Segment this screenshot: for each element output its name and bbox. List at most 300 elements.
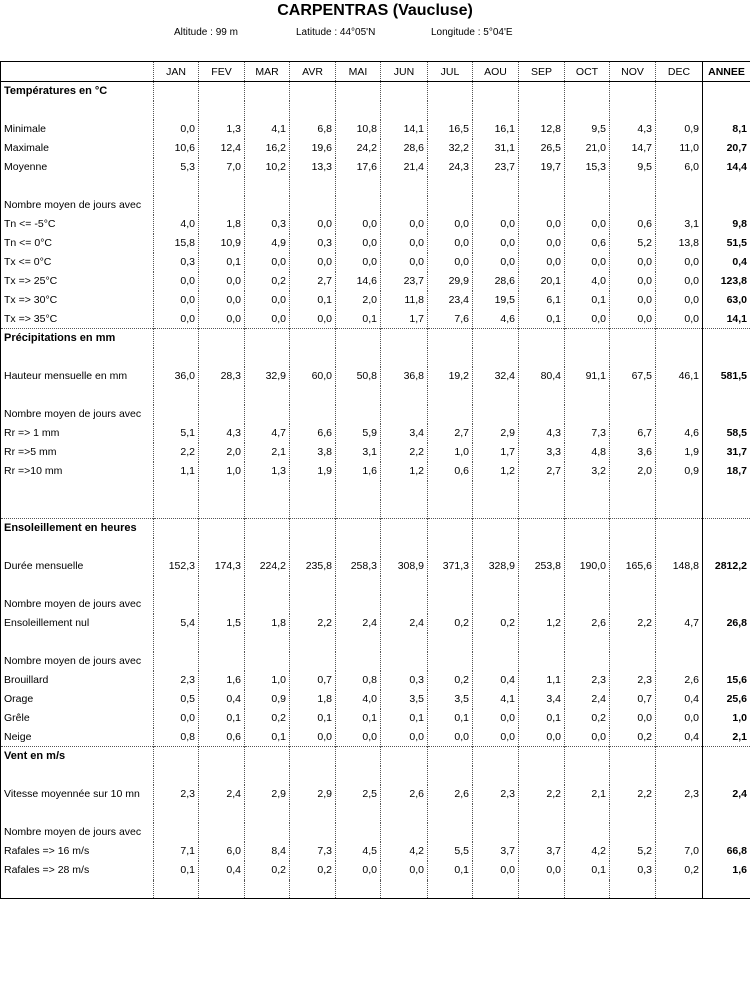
month-value <box>245 652 290 671</box>
row-label: Rafales => 28 m/s <box>1 861 154 880</box>
month-value: 32,9 <box>245 367 290 386</box>
month-value: 0,0 <box>473 861 519 880</box>
month-value <box>565 348 610 367</box>
month-value: 0,0 <box>519 234 565 253</box>
month-value: 0,0 <box>565 253 610 272</box>
table-row <box>1 386 750 405</box>
month-value: 0,3 <box>381 671 428 690</box>
month-value: 0,6 <box>428 462 473 481</box>
month-value: 0,7 <box>290 671 336 690</box>
month-value <box>656 633 703 652</box>
month-value <box>519 576 565 595</box>
month-value: 0,0 <box>290 728 336 747</box>
month-value: 1,8 <box>245 614 290 633</box>
month-value <box>336 481 381 500</box>
month-value: 0,0 <box>473 234 519 253</box>
month-value <box>199 481 245 500</box>
month-value: 15,3 <box>565 158 610 177</box>
annual-value <box>703 766 750 785</box>
column-header-mai: MAI <box>336 62 381 82</box>
month-value: 3,5 <box>428 690 473 709</box>
row-label <box>1 633 154 652</box>
month-value <box>154 880 199 899</box>
month-value: 0,0 <box>473 253 519 272</box>
month-value <box>656 595 703 614</box>
month-value: 0,1 <box>199 253 245 272</box>
month-value <box>519 386 565 405</box>
empty-cell <box>610 329 656 348</box>
month-value: 2,0 <box>610 462 656 481</box>
month-value: 0,1 <box>336 709 381 728</box>
month-value <box>199 196 245 215</box>
month-value: 2,9 <box>473 424 519 443</box>
empty-cell <box>610 519 656 538</box>
month-value: 0,2 <box>473 614 519 633</box>
month-value: 0,1 <box>428 709 473 728</box>
month-value: 11,8 <box>381 291 428 310</box>
month-value: 0,0 <box>381 861 428 880</box>
annual-value: 8,1 <box>703 120 750 139</box>
month-value: 2,1 <box>565 785 610 804</box>
annual-value <box>703 595 750 614</box>
table-row <box>1 633 750 652</box>
month-value: 0,0 <box>245 291 290 310</box>
column-header-nov: NOV <box>610 62 656 82</box>
month-value <box>336 576 381 595</box>
month-value: 4,3 <box>519 424 565 443</box>
month-value: 13,3 <box>290 158 336 177</box>
month-value: 0,2 <box>428 671 473 690</box>
month-value <box>336 823 381 842</box>
month-value <box>473 177 519 196</box>
month-value: 0,7 <box>610 690 656 709</box>
month-value <box>428 880 473 899</box>
annual-value: 58,5 <box>703 424 750 443</box>
month-value: 4,7 <box>656 614 703 633</box>
month-value: 28,6 <box>473 272 519 291</box>
annual-value: 51,5 <box>703 234 750 253</box>
month-value: 0,1 <box>519 709 565 728</box>
month-value: 0,0 <box>565 310 610 329</box>
section-title: Ensoleillement en heures <box>1 519 154 538</box>
month-value: 0,0 <box>290 215 336 234</box>
month-value <box>610 538 656 557</box>
month-value <box>381 766 428 785</box>
altitude-label: Altitude : 99 m <box>174 27 238 38</box>
month-value: 1,2 <box>473 462 519 481</box>
row-label <box>1 177 154 196</box>
annual-value: 9,8 <box>703 215 750 234</box>
month-value: 2,6 <box>565 614 610 633</box>
month-value: 0,2 <box>610 728 656 747</box>
month-value <box>199 101 245 120</box>
table-row <box>1 690 750 709</box>
month-value: 0,0 <box>199 272 245 291</box>
empty-cell <box>154 82 199 101</box>
month-value: 4,8 <box>565 443 610 462</box>
month-value <box>381 880 428 899</box>
month-value <box>519 652 565 671</box>
month-value: 19,6 <box>290 139 336 158</box>
month-value <box>610 500 656 519</box>
month-value <box>519 595 565 614</box>
month-value: 0,0 <box>610 709 656 728</box>
month-value <box>290 880 336 899</box>
month-value: 1,6 <box>199 671 245 690</box>
annual-value <box>703 633 750 652</box>
month-value <box>154 595 199 614</box>
month-value <box>565 500 610 519</box>
empty-cell <box>473 519 519 538</box>
column-header-oct: OCT <box>565 62 610 82</box>
table-row <box>1 595 750 614</box>
table-row <box>1 652 750 671</box>
annual-value: 26,8 <box>703 614 750 633</box>
empty-cell <box>336 82 381 101</box>
month-value: 0,0 <box>381 728 428 747</box>
month-value: 0,0 <box>245 253 290 272</box>
empty-cell <box>656 519 703 538</box>
month-value <box>519 538 565 557</box>
table-row <box>1 614 750 633</box>
month-value: 0,1 <box>245 728 290 747</box>
empty-cell <box>610 82 656 101</box>
table-row <box>1 823 750 842</box>
month-value: 28,6 <box>381 139 428 158</box>
month-value <box>290 386 336 405</box>
table-row <box>1 785 750 804</box>
annual-value <box>703 652 750 671</box>
month-value <box>154 823 199 842</box>
month-value: 4,3 <box>199 424 245 443</box>
month-value <box>428 576 473 595</box>
month-value <box>199 595 245 614</box>
month-value <box>565 177 610 196</box>
month-value <box>610 766 656 785</box>
empty-cell <box>428 519 473 538</box>
column-header-mar: MAR <box>245 62 290 82</box>
month-value <box>656 652 703 671</box>
month-value <box>656 101 703 120</box>
month-value <box>473 538 519 557</box>
month-value <box>565 386 610 405</box>
empty-cell <box>199 747 245 766</box>
month-value: 0,0 <box>154 120 199 139</box>
month-value <box>245 196 290 215</box>
month-value: 2,3 <box>656 785 703 804</box>
month-value <box>336 633 381 652</box>
month-value <box>336 405 381 424</box>
month-value: 2,0 <box>336 291 381 310</box>
month-value <box>565 880 610 899</box>
month-value: 1,5 <box>199 614 245 633</box>
month-value: 5,3 <box>154 158 199 177</box>
month-value: 0,1 <box>290 291 336 310</box>
month-value: 1,3 <box>245 462 290 481</box>
month-value <box>473 880 519 899</box>
table-row <box>1 348 750 367</box>
month-value: 2,2 <box>610 614 656 633</box>
month-value: 7,3 <box>290 842 336 861</box>
month-value: 23,7 <box>381 272 428 291</box>
empty-cell <box>519 519 565 538</box>
month-value: 0,0 <box>290 310 336 329</box>
month-value: 4,6 <box>656 424 703 443</box>
month-value: 31,1 <box>473 139 519 158</box>
month-value: 0,2 <box>245 709 290 728</box>
month-value <box>610 804 656 823</box>
month-value <box>565 196 610 215</box>
month-value <box>610 101 656 120</box>
month-value: 258,3 <box>336 557 381 576</box>
empty-cell <box>381 329 428 348</box>
month-value: 0,1 <box>336 310 381 329</box>
month-value <box>245 823 290 842</box>
month-value <box>473 500 519 519</box>
month-value: 14,7 <box>610 139 656 158</box>
month-value: 4,1 <box>245 120 290 139</box>
row-label <box>1 481 154 500</box>
month-value: 3,7 <box>473 842 519 861</box>
month-value <box>656 481 703 500</box>
row-label: Brouillard <box>1 671 154 690</box>
month-value <box>381 538 428 557</box>
empty-cell <box>473 747 519 766</box>
row-label: Tx => 35°C <box>1 310 154 329</box>
month-value <box>199 880 245 899</box>
month-value: 0,2 <box>245 272 290 291</box>
table-row <box>1 405 750 424</box>
column-header-annee: ANNEE <box>703 62 750 82</box>
month-value <box>656 348 703 367</box>
month-value <box>428 386 473 405</box>
month-value <box>154 652 199 671</box>
month-value <box>290 101 336 120</box>
month-value: 8,4 <box>245 842 290 861</box>
month-value: 2,4 <box>381 614 428 633</box>
month-value: 20,1 <box>519 272 565 291</box>
column-header-jan: JAN <box>154 62 199 82</box>
month-value: 2,7 <box>428 424 473 443</box>
month-value <box>381 481 428 500</box>
month-value: 1,8 <box>290 690 336 709</box>
month-value: 308,9 <box>381 557 428 576</box>
month-value <box>610 405 656 424</box>
empty-cell <box>473 82 519 101</box>
month-value: 23,7 <box>473 158 519 177</box>
month-value <box>154 576 199 595</box>
month-value: 0,0 <box>656 253 703 272</box>
month-value: 3,2 <box>565 462 610 481</box>
month-value <box>656 766 703 785</box>
month-value <box>473 101 519 120</box>
month-value: 5,1 <box>154 424 199 443</box>
row-label: Tx <= 0°C <box>1 253 154 272</box>
month-value: 1,9 <box>656 443 703 462</box>
month-value <box>519 633 565 652</box>
month-value <box>381 500 428 519</box>
month-value <box>656 386 703 405</box>
month-value <box>245 500 290 519</box>
month-value <box>473 823 519 842</box>
month-value: 10,2 <box>245 158 290 177</box>
month-value: 0,0 <box>473 215 519 234</box>
header-label-cell <box>1 62 154 82</box>
month-value: 3,4 <box>381 424 428 443</box>
table-row <box>1 709 750 728</box>
section-title-row <box>1 747 750 766</box>
month-value <box>473 804 519 823</box>
month-value <box>428 538 473 557</box>
month-value <box>428 804 473 823</box>
month-value: 2,9 <box>290 785 336 804</box>
page-title: CARPENTRAS (Vaucluse) <box>277 2 473 19</box>
month-value: 24,2 <box>336 139 381 158</box>
empty-cell <box>245 82 290 101</box>
month-value: 2,4 <box>199 785 245 804</box>
month-value <box>290 633 336 652</box>
month-value: 0,0 <box>154 310 199 329</box>
column-header-aou: AOU <box>473 62 519 82</box>
row-label: Hauteur mensuelle en mm <box>1 367 154 386</box>
month-value <box>610 196 656 215</box>
month-value: 0,2 <box>428 614 473 633</box>
empty-cell <box>290 519 336 538</box>
annual-value <box>703 101 750 120</box>
month-value <box>336 348 381 367</box>
month-value <box>199 348 245 367</box>
month-value: 5,5 <box>428 842 473 861</box>
month-value <box>656 500 703 519</box>
section-title: Températures en °C <box>1 82 154 101</box>
column-header-avr: AVR <box>290 62 336 82</box>
row-label: Tn <= -5°C <box>1 215 154 234</box>
month-value: 1,1 <box>154 462 199 481</box>
month-value <box>381 652 428 671</box>
month-value: 0,0 <box>381 234 428 253</box>
annual-value <box>703 196 750 215</box>
annual-value <box>703 481 750 500</box>
row-label: Minimale <box>1 120 154 139</box>
month-value: 4,5 <box>336 842 381 861</box>
table-row <box>1 253 750 272</box>
month-value <box>519 880 565 899</box>
month-value <box>245 576 290 595</box>
annual-value <box>703 177 750 196</box>
table-row <box>1 120 750 139</box>
empty-cell <box>381 747 428 766</box>
row-label <box>1 386 154 405</box>
month-value <box>428 348 473 367</box>
month-value <box>290 766 336 785</box>
month-value <box>473 386 519 405</box>
month-value <box>245 177 290 196</box>
month-value <box>154 500 199 519</box>
month-value: 0,4 <box>656 728 703 747</box>
month-value: 4,9 <box>245 234 290 253</box>
month-value <box>336 804 381 823</box>
row-label: Nombre moyen de jours avec <box>1 405 154 424</box>
month-value <box>473 576 519 595</box>
month-value <box>428 595 473 614</box>
row-label <box>1 766 154 785</box>
table-row <box>1 291 750 310</box>
row-label: Rr => 1 mm <box>1 424 154 443</box>
row-label: Vitesse moyennée sur 10 mn <box>1 785 154 804</box>
month-value <box>154 538 199 557</box>
month-value <box>336 538 381 557</box>
table-row <box>1 880 750 899</box>
month-value: 3,1 <box>656 215 703 234</box>
table-row <box>1 158 750 177</box>
month-value: 0,0 <box>290 253 336 272</box>
month-value <box>290 177 336 196</box>
month-value <box>336 880 381 899</box>
month-value: 21,4 <box>381 158 428 177</box>
month-value: 0,8 <box>336 671 381 690</box>
month-value: 0,1 <box>199 709 245 728</box>
row-label: Nombre moyen de jours avec <box>1 823 154 842</box>
month-value: 91,1 <box>565 367 610 386</box>
month-value <box>428 405 473 424</box>
month-value: 19,7 <box>519 158 565 177</box>
table-row <box>1 557 750 576</box>
month-value <box>610 576 656 595</box>
empty-cell <box>154 519 199 538</box>
month-value: 0,6 <box>199 728 245 747</box>
month-value <box>290 652 336 671</box>
empty-cell <box>381 519 428 538</box>
month-value: 17,6 <box>336 158 381 177</box>
month-value: 0,0 <box>473 728 519 747</box>
month-value: 2,3 <box>565 671 610 690</box>
month-value: 0,0 <box>336 234 381 253</box>
month-value <box>610 633 656 652</box>
month-value <box>565 538 610 557</box>
row-label: Tx => 25°C <box>1 272 154 291</box>
month-value <box>154 177 199 196</box>
row-label <box>1 348 154 367</box>
annual-value: 123,8 <box>703 272 750 291</box>
table-row <box>1 196 750 215</box>
month-value: 4,6 <box>473 310 519 329</box>
empty-cell <box>336 329 381 348</box>
row-label <box>1 804 154 823</box>
month-value <box>610 177 656 196</box>
month-value <box>428 652 473 671</box>
month-value: 0,1 <box>565 291 610 310</box>
month-value: 0,2 <box>565 709 610 728</box>
month-value: 32,2 <box>428 139 473 158</box>
month-value <box>473 766 519 785</box>
month-value <box>473 633 519 652</box>
month-value: 46,1 <box>656 367 703 386</box>
month-value: 0,1 <box>381 709 428 728</box>
month-value: 6,1 <box>519 291 565 310</box>
month-value: 0,0 <box>336 215 381 234</box>
month-value <box>199 538 245 557</box>
month-value: 23,4 <box>428 291 473 310</box>
month-value: 3,6 <box>610 443 656 462</box>
month-value <box>428 823 473 842</box>
month-value: 148,8 <box>656 557 703 576</box>
row-label: Rafales => 16 m/s <box>1 842 154 861</box>
month-value <box>519 196 565 215</box>
month-value <box>565 576 610 595</box>
month-value: 190,0 <box>565 557 610 576</box>
month-value: 0,1 <box>565 861 610 880</box>
month-value <box>290 804 336 823</box>
